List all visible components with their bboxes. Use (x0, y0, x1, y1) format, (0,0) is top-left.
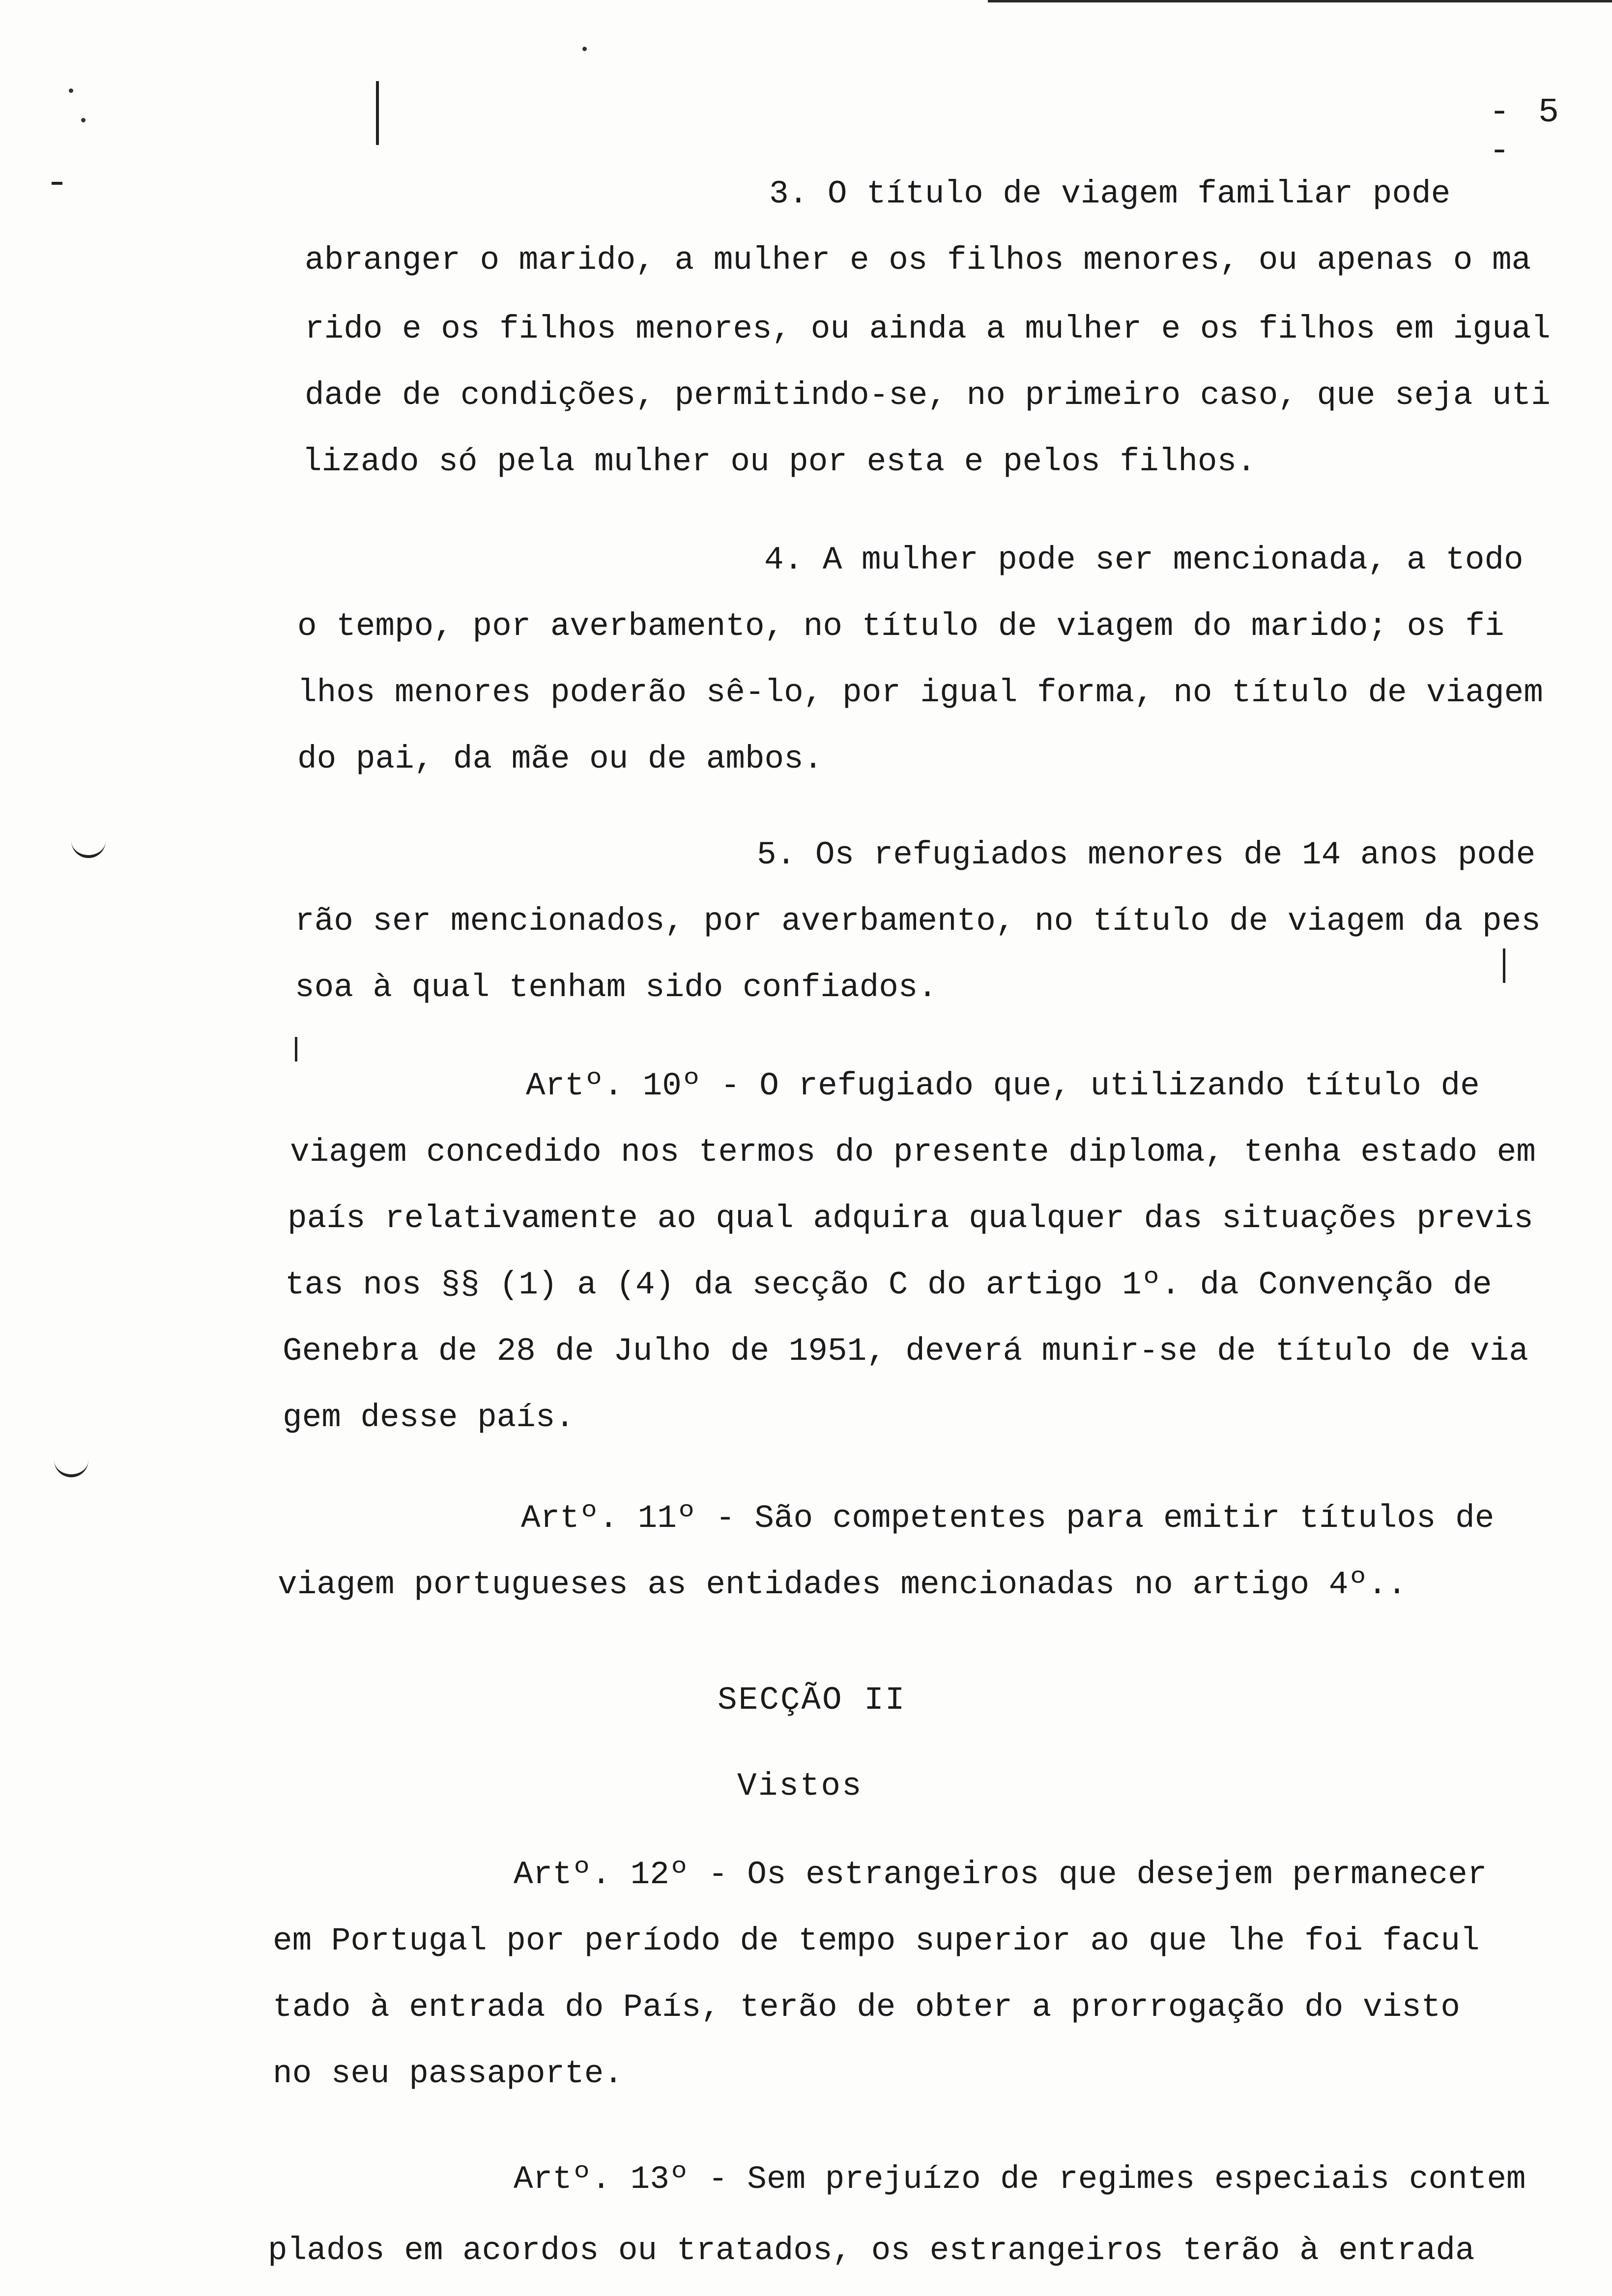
text-line: Artº. 12º - Os estrangeiros que desejem permanecer (514, 1856, 1487, 1893)
punch-hole-mark (71, 835, 106, 858)
margin-tick (295, 1037, 297, 1062)
margin-tick (376, 81, 379, 145)
text-line: gem desse país. (283, 1399, 575, 1436)
punch-hole-mark (54, 1455, 88, 1477)
text-line: tado à entrada do País, terão de obter a prorrogação do visto (273, 1989, 1460, 2026)
text-line: país relativamente ao qual adquira qualquer das situações previs (288, 1200, 1533, 1237)
top-rule (988, 0, 1612, 2)
text-line: o tempo, por averbamento, no título de viagem do marido; os fi (297, 608, 1504, 645)
text-line: soa à qual tenham sido confiados. (295, 969, 938, 1006)
text-line: rido e os filhos menores, ou ainda a mulher e os filhos em igual (305, 311, 1551, 347)
text-line: 4. A mulher pode ser mencionada, a todo (764, 542, 1524, 578)
text-line: no seu passaporte. (273, 2055, 623, 2092)
text-line: lizado só pela mulher ou por esta e pelos filhos. (302, 443, 1256, 480)
margin-tick (52, 182, 62, 185)
text-line: do pai, da mãe ou de ambos. (297, 741, 823, 777)
text-line: viagem concedido nos termos do presente diploma, tenha estado em (290, 1134, 1536, 1171)
page-number: - 5 - (1489, 93, 1563, 171)
text-line: tas nos §§ (1) a (4) da secção C do artigo 1º. da Convenção de (285, 1266, 1492, 1303)
text-line: 5. Os refugiados menores de 14 anos pode (757, 836, 1536, 873)
text-line: rão ser mencionados, por averbamento, no título de viagem da pes (295, 903, 1541, 940)
section-heading: SECÇÃO II (718, 1682, 906, 1719)
margin-speck (582, 47, 587, 51)
text-line: 3. O título de viagem familiar pode (769, 175, 1451, 212)
text-line: Artº. 11º - São competentes para emitir títulos de (521, 1500, 1495, 1537)
text-line: abranger o marido, a mulher e os filhos menores, ou apenas o ma (305, 242, 1531, 279)
text-line: viagem portugueses as entidades mencionadas no artigo 4º.. (278, 1566, 1407, 1603)
text-line: em Portugal por período de tempo superior ao que lhe foi facul (273, 1923, 1480, 1959)
text-line: Genebra de 28 de Julho de 1951, deverá munir-se de título de via (283, 1333, 1528, 1370)
text-line: Artº. 10º - O refugiado que, utilizando título de (526, 1067, 1480, 1104)
text-line: lhos menores poderão sê-lo, por igual forma, no título de viagem (297, 674, 1543, 711)
section-subheading: Vistos (737, 1768, 863, 1805)
text-line: dade de condições, permitindo-se, no primeiro caso, que seja uti (305, 377, 1551, 414)
text-line: plados em acordos ou tratados, os estrangeiros terão à entrada (268, 2232, 1475, 2269)
margin-speck (81, 118, 86, 122)
text-line: Artº. 13º - Sem prejuízo de regimes especiais contem (514, 2161, 1526, 2198)
margin-speck (69, 88, 73, 93)
margin-tick (1503, 948, 1505, 983)
